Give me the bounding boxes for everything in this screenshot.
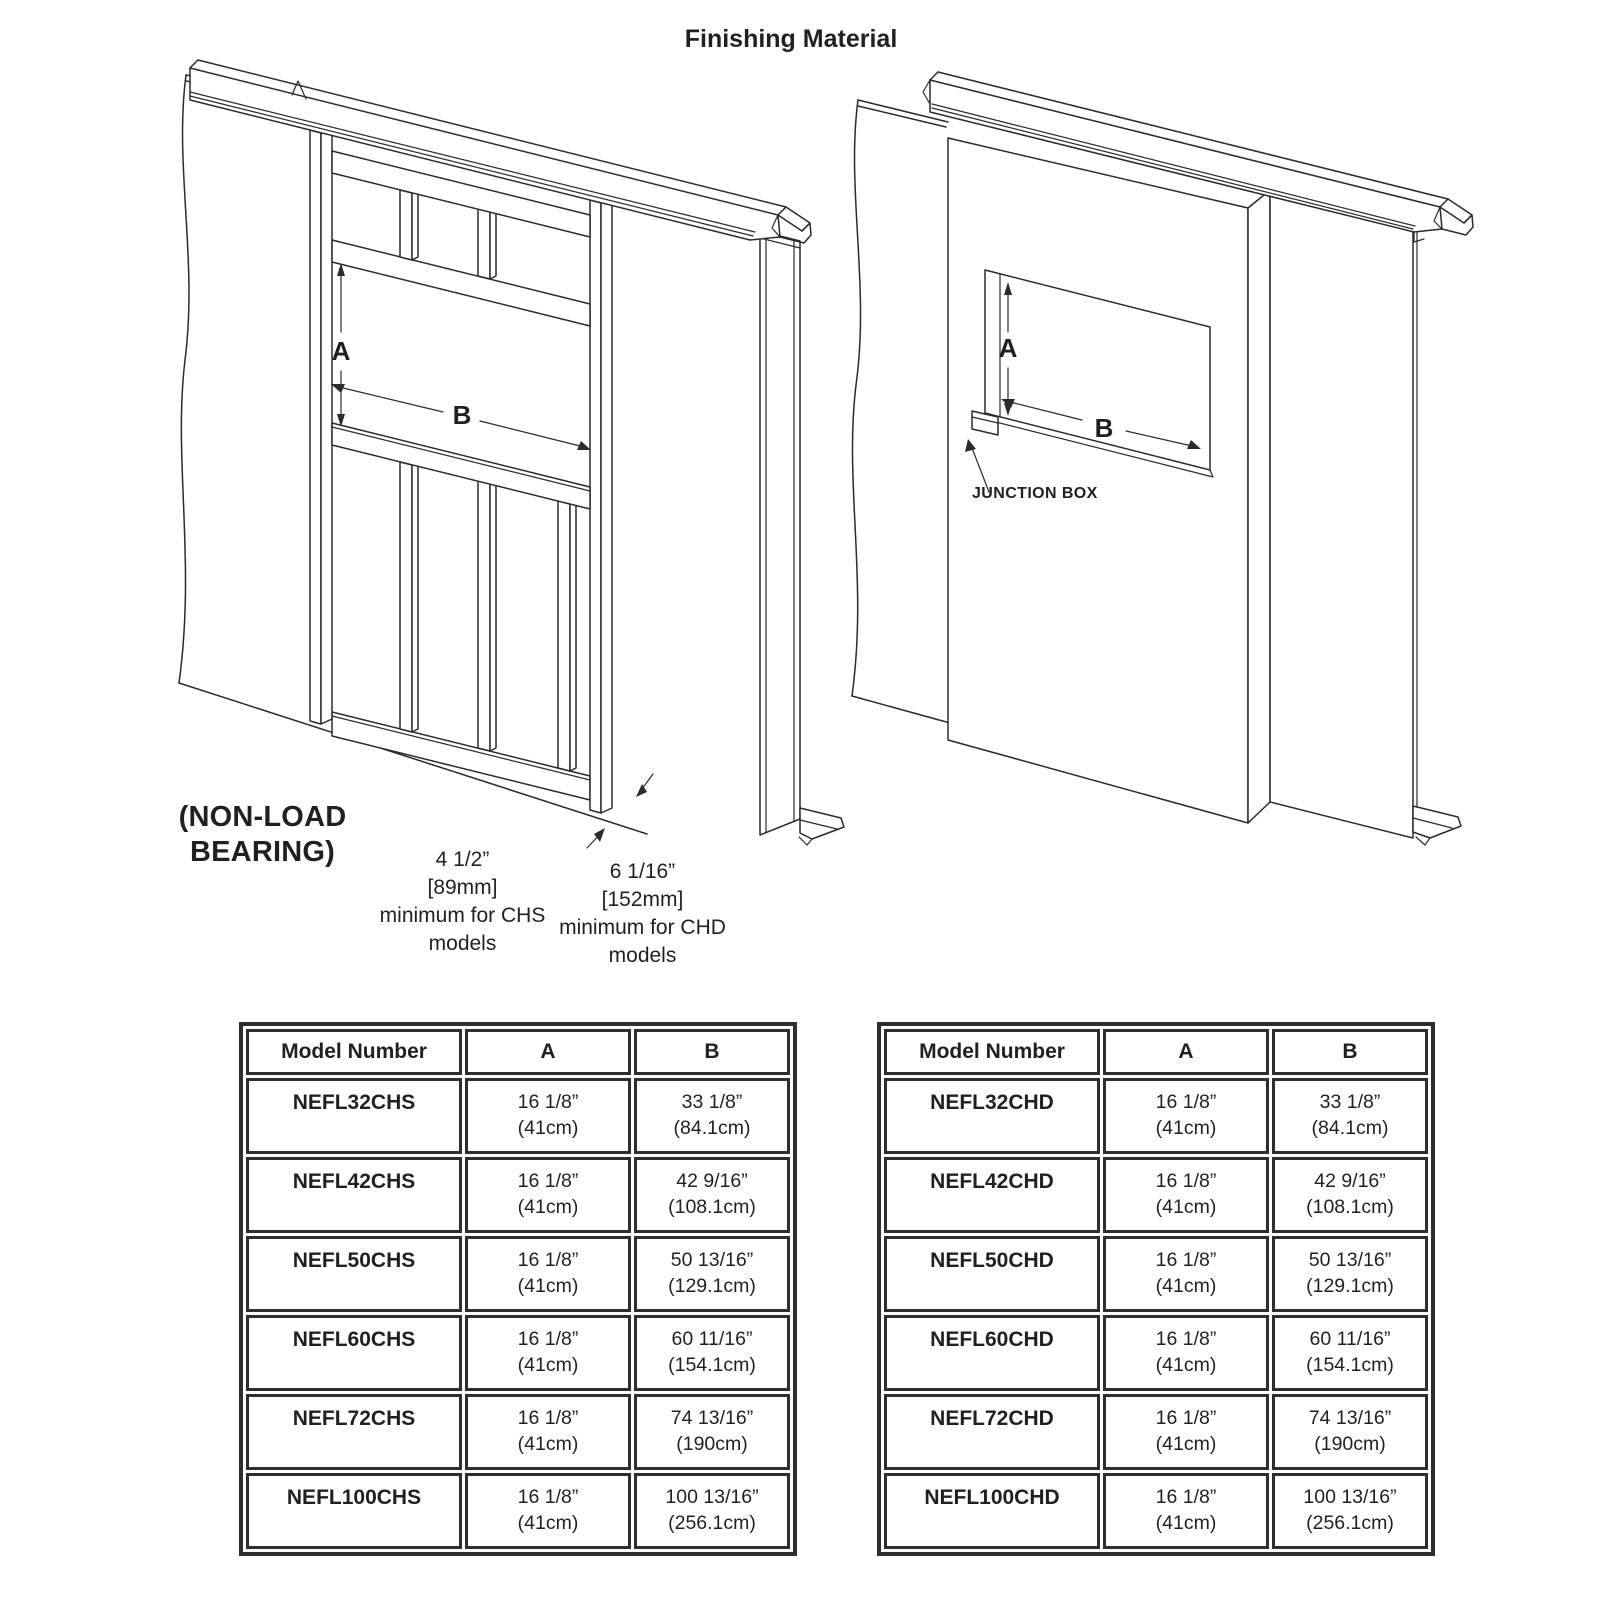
mid-header (332, 240, 590, 326)
table-header-row (246, 1029, 790, 1075)
model-cell: NEFL50CHS (246, 1236, 462, 1312)
sill (332, 423, 590, 509)
dim-a-cell: 16 1/8” (41cm) (465, 1157, 631, 1233)
right-wall-section (1270, 191, 1413, 838)
table-row (884, 1394, 1428, 1470)
dim-a-cell: 16 1/8” (41cm) (1103, 1078, 1269, 1154)
dim-b-cell: 50 13/16” (129.1cm) (1272, 1236, 1428, 1312)
dim-a-cell: 16 1/8” (41cm) (1103, 1236, 1269, 1312)
dim-a-cell: 16 1/8” (41cm) (1103, 1394, 1269, 1470)
model-cell: NEFL60CHD (884, 1315, 1100, 1391)
table-row (246, 1078, 790, 1154)
model-cell: NEFL100CHD (884, 1473, 1100, 1549)
dim-a-cell: 16 1/8” (41cm) (1103, 1157, 1269, 1233)
chd-minimum-note: 6 1/16” [152mm] minimum for CHD models (559, 860, 726, 967)
model-cell: NEFL50CHD (884, 1236, 1100, 1312)
dim-a-label: A (998, 333, 1018, 363)
table-row (884, 1315, 1428, 1391)
chd-spec-table (877, 1022, 1435, 1556)
table-row (246, 1473, 790, 1549)
table-row (884, 1236, 1428, 1312)
cripple-stud (400, 190, 412, 260)
col-header-a: A (1103, 1029, 1269, 1075)
col-header-model: Model Number (246, 1029, 462, 1075)
dim-b-cell: 42 9/16” (108.1cm) (1272, 1157, 1428, 1233)
dim-a-label: A (331, 336, 351, 366)
right-stud (590, 200, 601, 813)
dim-b-cell: 60 11/16” (154.1cm) (1272, 1315, 1428, 1391)
table-row (884, 1473, 1428, 1549)
page-title: Finishing Material (684, 25, 898, 53)
model-cell: NEFL32CHS (246, 1078, 462, 1154)
col-header-b: B (1272, 1029, 1428, 1075)
finishing-panel (948, 138, 1248, 823)
dim-a-cell: 16 1/8” (41cm) (1103, 1315, 1269, 1391)
junction-box-label: JUNCTION BOX (972, 485, 1098, 502)
dim-a-cell: 16 1/8” (41cm) (465, 1078, 631, 1154)
stud (558, 501, 570, 771)
dim-a-cell: 16 1/8” (41cm) (465, 1394, 631, 1470)
dim-b-cell: 60 11/16” (154.1cm) (634, 1315, 790, 1391)
stud (400, 462, 412, 732)
dim-b-cell: 42 9/16” (108.1cm) (634, 1157, 790, 1233)
wall-sheet-wavy-edge (852, 100, 861, 696)
table-row (884, 1078, 1428, 1154)
model-cell: NEFL100CHS (246, 1473, 462, 1549)
model-cell: NEFL42CHS (246, 1157, 462, 1233)
dim-a-cell: 16 1/8” (41cm) (465, 1315, 631, 1391)
wall-sheet-wavy-edge (179, 75, 189, 683)
dim-a-cell: 16 1/8” (41cm) (465, 1473, 631, 1549)
dim-b-cell: 33 1/8” (84.1cm) (634, 1078, 790, 1154)
col-header-b: B (634, 1029, 790, 1075)
non-load-bearing-caption: (NON-LOAD BEARING) (178, 801, 347, 868)
dim-b-cell: 50 13/16” (129.1cm) (634, 1236, 790, 1312)
dim-b-cell: 74 13/16” (190cm) (634, 1394, 790, 1470)
dim-b-cell: 100 13/16” (256.1cm) (634, 1473, 790, 1549)
dim-a-cell: 16 1/8” (41cm) (1103, 1473, 1269, 1549)
panel-side-fold (1248, 190, 1270, 823)
dim-a-cell: 16 1/8” (41cm) (465, 1236, 631, 1312)
model-cell: NEFL42CHD (884, 1157, 1100, 1233)
left-stud (310, 130, 321, 724)
dim-b-cell: 33 1/8” (84.1cm) (1272, 1078, 1428, 1154)
col-header-model: Model Number (884, 1029, 1100, 1075)
dim-b-cell: 74 13/16” (190cm) (1272, 1394, 1428, 1470)
col-header-a: A (465, 1029, 631, 1075)
chs-minimum-note: 4 1/2” [89mm] minimum for CHS models (379, 848, 546, 955)
table-row (246, 1315, 790, 1391)
finished-wall-diagram (830, 60, 1520, 860)
model-cell: NEFL60CHS (246, 1315, 462, 1391)
dim-b-cell: 100 13/16” (256.1cm) (1272, 1473, 1428, 1549)
model-cell: NEFL72CHD (884, 1394, 1100, 1470)
chs-spec-table (239, 1022, 797, 1556)
dim-b-label: B (1094, 413, 1114, 443)
dim-b-arrow (339, 387, 443, 412)
model-cell: NEFL32CHD (884, 1078, 1100, 1154)
table-row (246, 1157, 790, 1233)
table-row (246, 1394, 790, 1470)
cripple-stud (478, 209, 490, 279)
table-row (246, 1236, 790, 1312)
wall-sheet-bottom-edge (852, 696, 950, 723)
dim-b-label: B (452, 400, 472, 430)
table-header-row (884, 1029, 1428, 1075)
stud (478, 481, 490, 751)
table-row (884, 1157, 1428, 1233)
section-bottom-flange (1413, 806, 1461, 838)
model-cell: NEFL72CHS (246, 1394, 462, 1470)
